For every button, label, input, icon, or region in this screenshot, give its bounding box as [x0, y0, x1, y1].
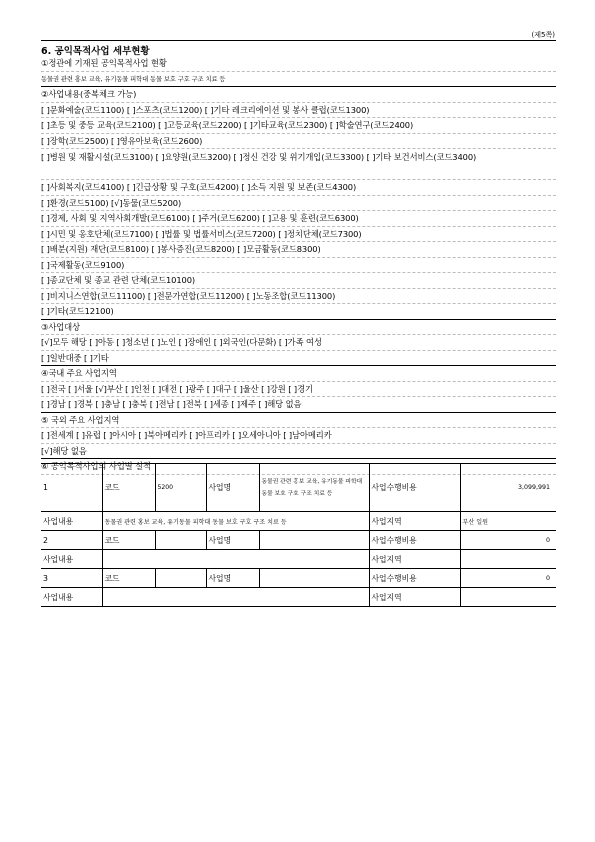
region-value	[460, 588, 556, 607]
content-line: [ ]장학(코드2500) [ ]영유아보육(코드2600)	[41, 134, 556, 150]
code-label: 코드	[102, 464, 155, 512]
region-value	[460, 550, 556, 569]
name-value	[259, 531, 369, 550]
content-line: [ ]시민 및 옹호단체(코드7100) [ ]법률 및 법률서비스(코드7200) [ ]정치단체(코드7300)	[41, 227, 556, 243]
table-row	[41, 550, 556, 569]
target-line: [√]모두 해당 [ ]아동 [ ]청소년 [ ]노인 [ ]장애인 [ ]외국인(다문화) [ ]가족 여성	[41, 335, 556, 351]
code-value	[155, 569, 206, 588]
content-line: [ ]배분(지원) 재단(코드8100) [ ]봉사증진(코드8200) [ ]모금활동(코드8300)	[41, 242, 556, 258]
content-line: [ ]비지니스연합(코드11100) [ ]전문가연합(코드11200) [ ]노동조합(코드11300)	[41, 289, 556, 305]
name-label: 사업명	[206, 531, 259, 550]
cost-label: 사업수행비용	[369, 464, 460, 512]
performance-heading: ⑥ 공익목적사업의 사업별 실적	[41, 459, 556, 475]
content-label: 사업내용	[41, 550, 102, 569]
content-line: [ ]기타(코드12100)	[41, 304, 556, 320]
content-heading: ②사업내용(중복체크 가능)	[41, 87, 556, 103]
content-line-text: [ ]병원 및 재활시설(코드3100) [ ]요양원(코드3200) [ ]정신 건강 및 위기개입(코드3300) [ ]기타 보건서비스(코드3400)	[41, 152, 477, 162]
cost-label: 사업수행비용	[369, 569, 460, 588]
cost-value: 3,099,991	[460, 464, 556, 512]
code-value: 5200	[155, 464, 206, 512]
top-rule	[41, 40, 556, 41]
row-number: 2	[41, 531, 102, 550]
cost-value: 0	[460, 531, 556, 550]
table-row	[41, 588, 556, 607]
overseas-region-line: [√]해당 없음	[41, 444, 556, 460]
purpose-heading: ①정관에 기재된 공익목적사업 현황	[41, 56, 556, 72]
code-value	[155, 531, 206, 550]
content-line	[41, 149, 556, 180]
row-number: 3	[41, 569, 102, 588]
content-value	[102, 550, 369, 569]
domestic-region-line: [ ]경남 [ ]경북 [ ]충남 [ ]충북 [ ]전남 [ ]전북 [ ]세종 [ ]제주 [ ]해당 없음	[41, 397, 556, 413]
section-title: 6. 공익목적사업 세부현황	[41, 46, 150, 57]
table-row	[41, 512, 556, 531]
content-line: [ ]문화예술(코드1100) [ ]스포츠(코드1200) [ ]기타 레크리에이션 및 봉사 클럽(코드1300)	[41, 103, 556, 119]
performance-table	[41, 463, 556, 607]
content-line: [ ]초등 및 중등 교육(코드2100) [ ]고등교육(코드2200) [ ]기타교육(코드2300) [ ]학술연구(코드2400)	[41, 118, 556, 134]
region-value: 부산 일원	[460, 512, 556, 531]
table-row	[41, 531, 556, 550]
domestic-region-heading: ④국내 주요 사업지역	[41, 366, 556, 382]
target-line: [ ]일반대중 [ ]기타	[41, 351, 556, 367]
content-line: [ ]경제, 사회 및 지역사회개발(코드6100) [ ]주거(코드6200) [ ]고용 및 훈련(코드6300)	[41, 211, 556, 227]
name-label: 사업명	[206, 569, 259, 588]
cost-label: 사업수행비용	[369, 531, 460, 550]
overseas-region-line: [ ]전세계 [ ]유럽 [ ]아시아 [ ]북아메리카 [ ]아프리카 [ ]오세아니아 [ ]남아메리카	[41, 428, 556, 444]
name-value	[259, 569, 369, 588]
content-value	[102, 588, 369, 607]
overseas-region-heading: ⑤ 국외 주요 사업지역	[41, 413, 556, 429]
region-label: 사업지역	[369, 550, 460, 569]
content-label: 사업내용	[41, 512, 102, 531]
purpose-text: 동물권 관련 홍보 교육, 유기동물 피학대 동물 보호 구호 구조 치료 등	[41, 72, 556, 88]
content-label: 사업내용	[41, 588, 102, 607]
page-number: (제5쪽)	[531, 31, 555, 39]
region-label: 사업지역	[369, 588, 460, 607]
table-row	[41, 569, 556, 588]
name-value: 동물권 관련 홍보 교육, 유기동물 피학대 동물 보호 구호 구조 치료 등	[259, 464, 369, 512]
table-row	[41, 464, 556, 512]
target-heading: ③사업대상	[41, 320, 556, 336]
name-label: 사업명	[206, 464, 259, 512]
cost-value: 0	[460, 569, 556, 588]
row-number: 1	[41, 464, 102, 512]
domestic-region-line: [ ]전국 [ ]서울 [√]부산 [ ]인천 [ ]대전 [ ]광주 [ ]대구 [ ]울산 [ ]강원 [ ]경기	[41, 382, 556, 398]
content-line: [ ]사회복지(코드4100) [ ]긴급상황 및 구호(코드4200) [ ]소득 지원 및 보존(코드4300)	[41, 180, 556, 196]
code-label: 코드	[102, 569, 155, 588]
region-label: 사업지역	[369, 512, 460, 531]
section-body	[41, 56, 556, 475]
code-label: 코드	[102, 531, 155, 550]
content-line: [ ]종교단체 및 종교 관련 단체(코드10100)	[41, 273, 556, 289]
content-line: [ ]국제활동(코드9100)	[41, 258, 556, 274]
content-value: 동물권 관련 홍보 교육, 유기동물 피학대 동물 보호 구호 구조 치료 등	[102, 512, 369, 531]
content-line: [ ]환경(코드5100) [√]동물(코드5200)	[41, 196, 556, 212]
